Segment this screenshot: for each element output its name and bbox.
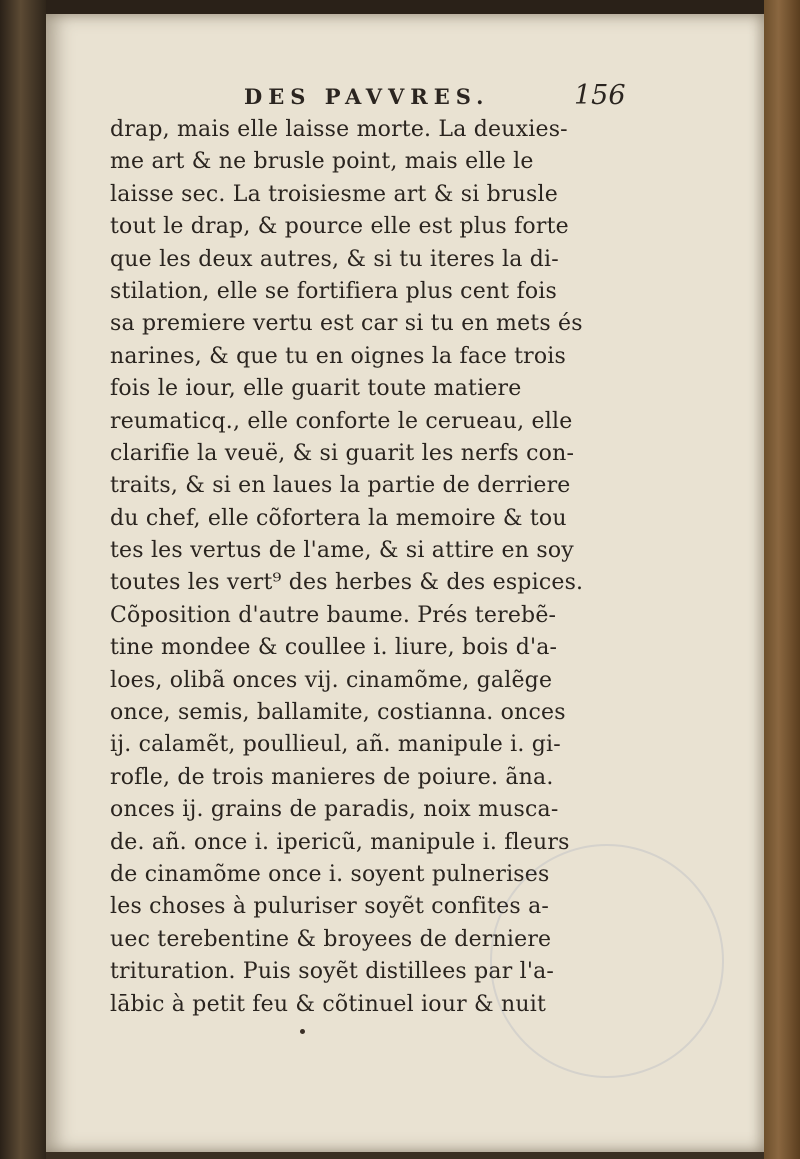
text-line: traits, & si en laues la partie de derriere	[110, 473, 571, 499]
body-text	[110, 114, 630, 1021]
text-line: du chef, elle cõfortera la memoire & tou	[110, 505, 567, 531]
text-line: laisse sec. La troisiesme art & si brusle	[110, 181, 558, 207]
text-line: tes les vertus de l'ame, & si attire en soy	[110, 538, 574, 564]
text-line: onces ij. grains de paradis, noix musca-	[110, 797, 559, 823]
text-line: lābic à petit feu & cõtinuel iour & nuit	[110, 991, 546, 1017]
ink-dot	[300, 1029, 305, 1034]
text-line: sa premiere vertu est car si tu en mets és	[110, 311, 583, 337]
text-line: tine mondee & coullee i. liure, bois d'a-	[110, 635, 558, 661]
text-line: narines, & que tu en oignes la face trois	[110, 343, 567, 369]
text-line: me art & ne brusle point, mais elle le	[110, 149, 534, 175]
text-line: ij. calamẽt, poullieul, añ. manipule i. gi-	[110, 732, 561, 758]
book-cover-edge	[764, 0, 800, 1159]
text-line: trituration. Puis soyẽt distillees par l'a-	[110, 959, 555, 985]
page-number: 156	[574, 80, 626, 111]
text-line: stilation, elle se fortifiera plus cent fois	[110, 278, 558, 304]
running-head-title: DES PAVVRES.	[244, 84, 490, 109]
text-line: les choses à puluriser soyẽt confites a-	[110, 894, 550, 920]
text-line: fois le iour, elle guarit toute matiere	[110, 376, 522, 402]
text-line: de. añ. once i. ipericũ, manipule i. fleurs	[110, 829, 570, 855]
text-line: uec terebentine & broyees de derniere	[110, 926, 552, 952]
text-line: Cõposition d'autre baume. Prés terebẽ-	[110, 602, 557, 628]
text-line: rofle, de trois manieres de poiure. ãna.	[110, 764, 554, 790]
text-line: tout le drap, & pource elle est plus forte	[110, 214, 569, 240]
book-binding	[0, 0, 46, 1159]
running-head	[46, 80, 686, 114]
text-line: loes, olibã onces vij. cinamõme, galẽge	[110, 667, 553, 693]
text-line: clarifie la veuë, & si guarit les nerfs con-	[110, 440, 575, 466]
scan-top-edge	[0, 0, 800, 14]
text-line: once, semis, ballamite, costianna. onces	[110, 700, 566, 726]
book-page	[46, 14, 764, 1152]
text-line: reumaticq., elle conforte le cerueau, elle	[110, 408, 573, 434]
text-line: toutes les vert⁹ des herbes & des espices.	[110, 570, 584, 596]
text-line: drap, mais elle laisse morte. La deuxies-	[110, 117, 568, 142]
text-line: que les deux autres, & si tu iteres la di-	[110, 246, 559, 272]
text-line: de cinamõme once i. soyent pulnerises	[110, 861, 550, 887]
